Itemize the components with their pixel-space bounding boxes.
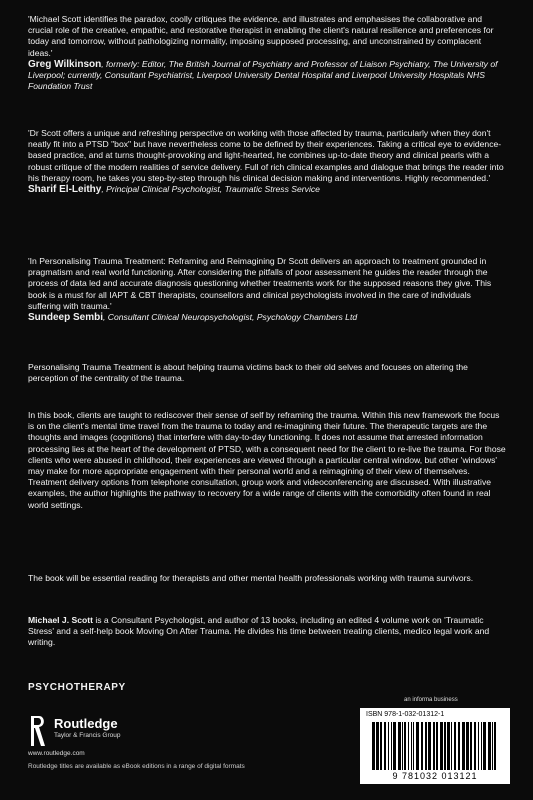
barcode-stripe	[483, 722, 486, 770]
endorser-affiliation: , Consultant Clinical Neuropsychologist, Psychology Chambers Ltd	[103, 312, 358, 323]
endorsement-text: 'In Personalising Trauma Treatment: Reframing and Reimagining Dr Scott delivers an approach to treatment grounded in pragmatism and real world functioning. After considering the pitfalls of poor assessment he guides the reader through the process of data led and accurate diagnosis questioning whether treatments work for the supposed reasons they give. This book is a must for all IAPT & CBT therapists, counsellors and clinical psychologists involved in the care of individuals suffering with trauma.'	[28, 256, 492, 311]
endorser-name: Greg Wilkinson	[28, 58, 102, 70]
barcode-stripe	[433, 722, 435, 770]
barcode-stripe	[488, 722, 491, 770]
endorser-affiliation: , Principal Clinical Psychologist, Traumatic Stress Service	[101, 184, 320, 195]
barcode-stripe	[393, 722, 396, 770]
author-bio-text: is a Consultant Psychologist, and author of 13 books, including an edited 4 volume work on 'Traumatic Stress' and a self-help book Moving On After Trauma. He divides his time between treating clients, medico legal work and writing.	[28, 615, 490, 648]
endorser-name: Sundeep Sembi	[28, 312, 104, 324]
publisher-sub: Taylor & Francis Group	[54, 732, 121, 739]
barcode-stripe	[458, 722, 460, 770]
barcode-stripe	[428, 722, 431, 770]
barcode-stripe	[388, 722, 389, 770]
barcode-stripe	[398, 722, 401, 770]
barcode-stripe	[408, 722, 409, 770]
endorsement-3	[28, 256, 506, 323]
barcode-stripe	[474, 722, 476, 770]
endorsement-1	[28, 14, 506, 92]
barcode-stripe	[436, 722, 438, 770]
barcode-stripe	[372, 722, 375, 770]
routledge-r-icon	[28, 714, 48, 748]
barcode-stripe	[478, 722, 479, 770]
informa-label: an informa business	[404, 697, 458, 703]
publisher-name: Routledge	[54, 716, 118, 731]
barcode-bars	[370, 722, 500, 770]
barcode-stripe	[404, 722, 406, 770]
barcode-stripe	[391, 722, 392, 770]
blurb-paragraph-3: The book will be essential reading for therapists and other mental health professionals working with trauma survivors.	[28, 573, 474, 583]
publisher-logo	[28, 712, 198, 757]
barcode-stripe	[481, 722, 482, 770]
barcode-stripe	[466, 722, 469, 770]
endorser-affiliation: , formerly: Editor, The British Journal of Psychiatry and Professor of Liaison Psychiatry, The University of Liverpool; currently, Consultant Psychiatrist, Liverpool University Dental Hospital and Liverpool University Hospitals NHS Foundation Trust	[28, 58, 498, 92]
barcode-stripe	[421, 722, 423, 770]
barcode-stripe	[402, 722, 403, 770]
barcode-stripe	[451, 722, 452, 770]
barcode-stripe	[376, 722, 379, 770]
barcode-stripe	[413, 722, 414, 770]
ebook-footnote: Routledge titles are available as eBook editions in a range of digital formats	[28, 763, 245, 770]
barcode-stripe	[470, 722, 472, 770]
blurb-paragraph-2: In this book, clients are taught to rediscover their sense of self by reframing the trauma. Within this new framework the focus is on the client's mental time travel from the trauma to today and re-imagining their future. The therapeutic targets are the thoughts and images (cognitions) that interfere with day-to-day functioning. It does not assume that arrested information processing lies at the heart of the development of PTSD, with a consequent need for the client to re-live the trauma. For those clients who were abused in childhood, their experiences are viewed through a particular central window, but other 'windows' may make for more appropriate engagement with their personal world and a reimagining of their view of themselves. Treatment delivery options from telephone consultation, group work and videoconferencing are discussed. With illustrative examples, the author highlights the pathway to recovery for a wide range of clients with the comorbidity often found in real world settings.	[28, 410, 506, 510]
endorsement-2	[28, 128, 506, 195]
barcode-stripe	[462, 722, 465, 770]
isbn-digits: 9 781032 013121	[392, 771, 478, 781]
publisher-url: www.routledge.com	[28, 750, 85, 757]
isbn-barcode	[360, 708, 510, 784]
isbn-label: ISBN 978-1-032-01312-1	[366, 711, 445, 718]
barcode-stripe	[492, 722, 493, 770]
endorser-name: Sharif El-Leithy	[28, 184, 102, 196]
barcode-stripe	[416, 722, 419, 770]
barcode-stripe	[494, 722, 496, 770]
barcode-stripe	[380, 722, 382, 770]
endorsement-text: 'Dr Scott offers a unique and refreshing perspective on working with those affected by trauma, particularly when they don't neatly fit into a PTSD "box" but have nevertheless come to be defined by their experiences. Taking a critical eye to evidence-based practice, and at turns thought-provoking and light-hearted, he combines up-to-date theory and clinical pearls with a robust critique of the modern realities of service delivery. Full of rich clinical examples and dialogue that brings the reader into his therapy room, he takes you step-by-step through his clinical decision making and interventions. Highly recommended.'	[28, 128, 504, 183]
author-bio	[28, 615, 506, 649]
category-label: PSYCHOTHERAPY	[28, 682, 126, 693]
endorsement-text: 'Michael Scott identifies the paradox, coolly critiques the evidence, and illustrates and emphasises the collaborative and crucial role of the creative, empathic, and restorative therapist in enabling the client's natural resilience and preferences for today and tomorrow, without pathologizing normality, imposing supposed processing, and unconstrained by complacent ideas.'	[28, 14, 494, 58]
barcode-stripe	[425, 722, 427, 770]
barcode-stripe	[411, 722, 412, 770]
barcode-stripe	[447, 722, 450, 770]
barcode-stripe	[444, 722, 446, 770]
barcode-stripe	[384, 722, 386, 770]
author-name: Michael J. Scott	[28, 615, 93, 625]
barcode-stripe	[454, 722, 456, 770]
blurb-paragraph-1: Personalising Trauma Treatment is about helping trauma victims back to their old selves and focuses on altering the perception of the centrality of the trauma.	[28, 362, 468, 384]
barcode-stripe	[440, 722, 443, 770]
